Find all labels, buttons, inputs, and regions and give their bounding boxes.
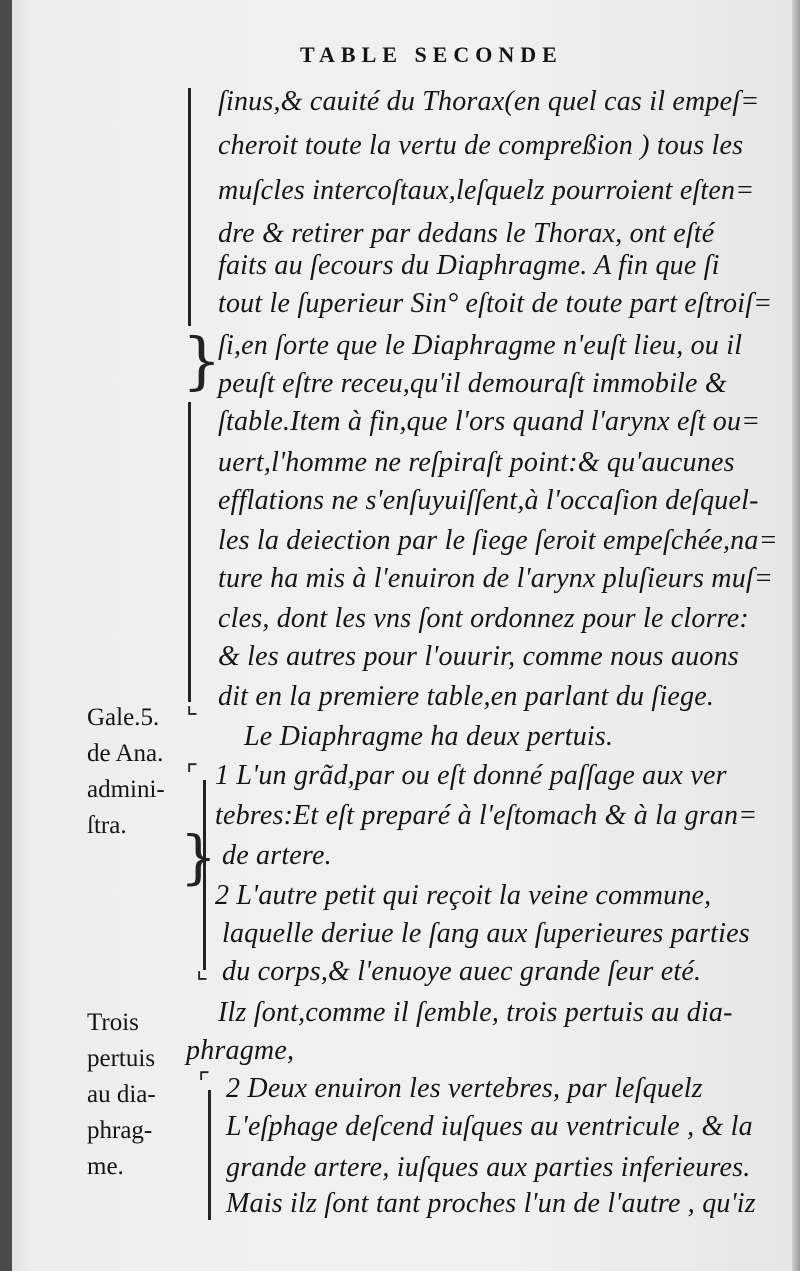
margin-note-line: au dia- — [87, 1081, 156, 1108]
bracket-pertuis-top: ⌜ — [186, 760, 199, 789]
brace-upper: } — [182, 324, 222, 397]
text-line: peuſt eſtre receu,qu'il demouraſt immobile & — [218, 368, 727, 399]
margin-note-line: Gale.5. — [87, 704, 160, 731]
margin-note-line: me. — [87, 1153, 124, 1180]
margin-note-trois — [87, 1005, 156, 1185]
bracket-middle-foot: ⌞ — [186, 690, 199, 719]
text-line: dre & retirer par dedans le Thorax, ont eſté — [218, 218, 715, 249]
bracket-pertuis-foot: ⌞ — [196, 955, 209, 984]
running-header: TABLE SECONDE — [300, 42, 563, 67]
bracket-trois-top: ⌜ — [198, 1068, 211, 1097]
margin-note-line: admini- — [87, 776, 165, 803]
text-line: 2 L'autre petit qui reçoit la veine commune, — [215, 880, 712, 911]
text-line: 1 L'un grãd,par ou eſt donné paſſage aux ver — [215, 760, 727, 791]
text-line: muſcles intercoſtaux,leſquelz pourroient eſten= — [218, 175, 755, 206]
text-line: uert,l'homme ne reſpiraſt point:& qu'aucunes — [218, 447, 735, 478]
text-line: phragme, — [186, 1035, 295, 1066]
text-line: cheroit toute la vertu de compreßion ) tous les — [218, 130, 744, 161]
margin-note-line: ſtra. — [87, 812, 127, 839]
text-line: cles, dont les vns ſont ordonnez pour le clorre: — [218, 603, 749, 634]
text-line: faits au ſecours du Diaphragme. A fin que ſi — [218, 250, 720, 281]
text-line: dit en la premiere table,en parlant du ſiege. — [218, 681, 715, 712]
text-line: 2 Deux enuiron les vertebres, par leſquelz — [226, 1073, 703, 1104]
text-line: laquelle deriue le ſang aux ſuperieures parties — [222, 918, 750, 949]
text-line: & les autres pour l'ouurir, comme nous auons — [218, 641, 739, 672]
text-line: Ilz ſont,comme il ſemble, trois pertuis au dia- — [218, 997, 733, 1028]
text-line: efflations ne s'enſuyuiſſent,à l'occaſion deſquel- — [218, 485, 759, 516]
text-line: de artere. — [222, 840, 332, 871]
text-line: L'eſphage deſcend iuſques au ventricule , & la — [226, 1111, 753, 1142]
margin-note-line: Trois — [87, 1009, 139, 1036]
text-line: ſi,en ſorte que le Diaphragme n'euſt lieu, ou il — [218, 330, 743, 361]
text-line: grande artere, iuſques aux parties inferieures. — [226, 1152, 751, 1183]
text-line: Le Diaphragme ha deux pertuis. — [244, 721, 614, 752]
text-line: tout le ſuperieur Sin° eſtoit de toute part eſtroiſ= — [218, 288, 773, 319]
text-line: Mais ilz ſont tant proches l'un de l'autre , qu'iz — [226, 1188, 756, 1219]
text-line: du corps,& l'enuoye auec grande ſeur eté. — [222, 956, 702, 987]
margin-note-line: de Ana. — [87, 740, 164, 767]
text-line: ſinus,& cauité du Thorax(en quel cas il empeſ= — [218, 86, 760, 117]
text-line: les la deiection par le ſiege ſeroit empeſchée,na= — [218, 525, 778, 556]
margin-note-line: pertuis — [87, 1045, 156, 1072]
text-line: ſtable.Item à fin,que l'ors quand l'arynx eſt ou= — [218, 406, 761, 437]
margin-note-galen — [87, 700, 165, 844]
margin-note-line: phrag- — [87, 1117, 153, 1144]
text-line: ture ha mis à l'enuiron de l'arynx pluſieurs muſ= — [218, 563, 773, 594]
brace-pertuis: } — [180, 823, 217, 891]
text-line: tebres:Et eſt preparé à l'eſtomach & à la gran= — [215, 800, 758, 831]
